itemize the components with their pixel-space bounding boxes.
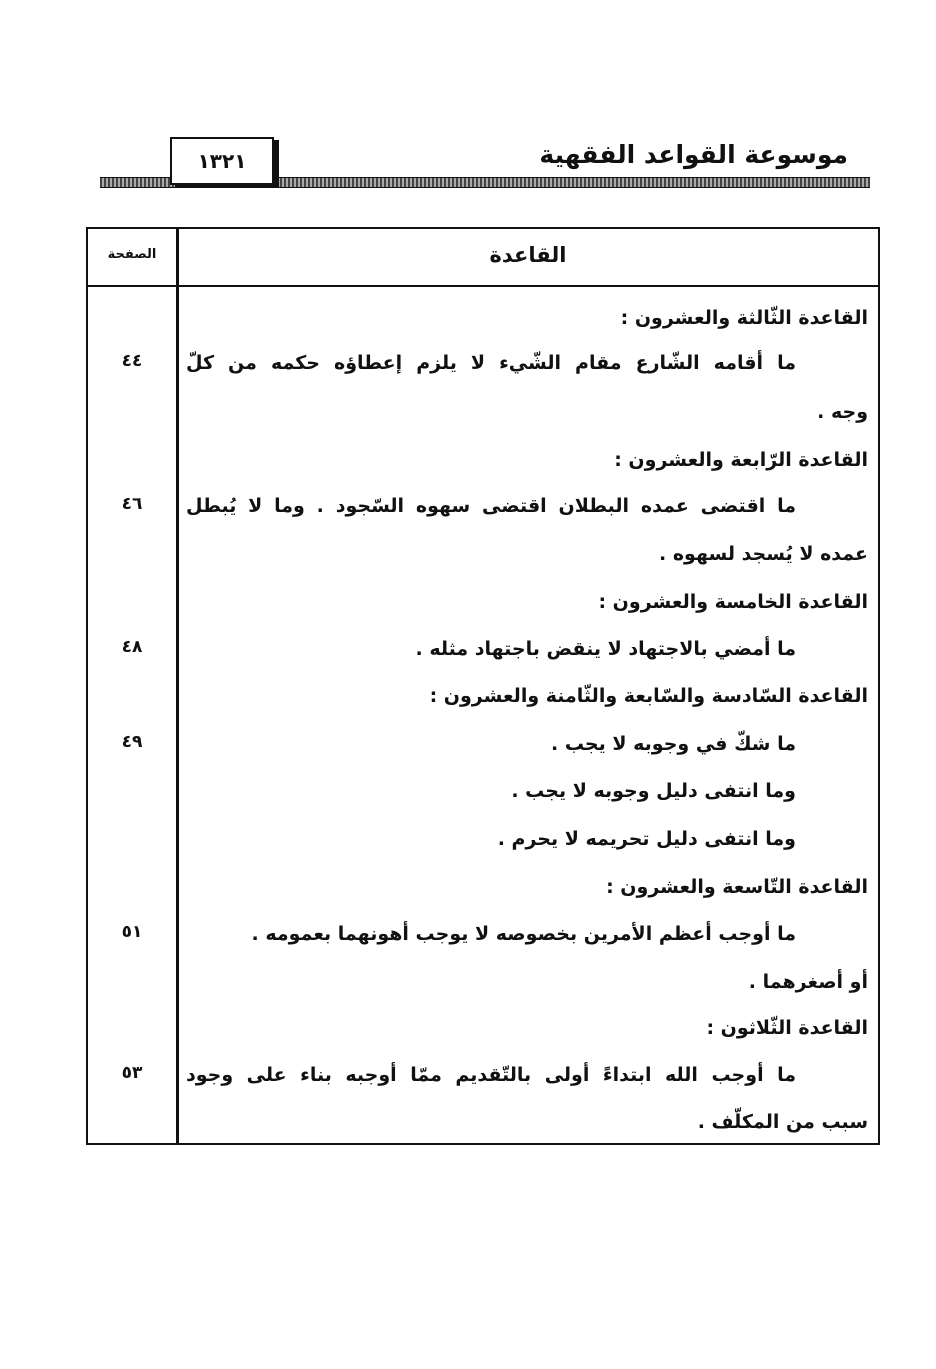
rule-text: ما اقتضى عمده البطلان اقتضى سهوه السّجود . وما لا يُبطل (186, 495, 796, 517)
index-table (86, 227, 880, 1145)
rule-text: عمده لا يُسجد لسهوه . (658, 543, 868, 565)
rule-text: وجه . (817, 401, 868, 423)
rule-heading: القاعدة الرّابعة والعشرون : (614, 449, 868, 471)
rule-heading: القاعدة التّاسعة والعشرون : (606, 876, 868, 898)
page-number-box (170, 137, 274, 185)
rule-text: وما انتفى دليل تحريمه لا يحرم . (497, 828, 796, 850)
rule-heading: القاعدة السّادسة والسّابعة والثّامنة والعشرون : (429, 685, 868, 707)
rule-heading: القاعدة الخامسة والعشرون : (598, 591, 868, 613)
rule-text: ما أوجب أعظم الأمرين بخصوصه لا يوجب أهونهما بعمومه . (251, 923, 796, 945)
column-header-page: الصفحة (107, 247, 157, 262)
rule-text: سبب من المكلّف . (697, 1111, 868, 1133)
page-ref: ٤٤ (121, 351, 143, 371)
rule-text: أو أصغرهما . (748, 971, 868, 993)
page-ref: ٤٨ (121, 637, 143, 657)
rule-text: وما انتفى دليل وجوبه لا يجب . (511, 780, 796, 802)
page-ref: ٥٣ (121, 1063, 143, 1083)
rule-text: ما أمضي بالاجتهاد لا ينقض باجتهاد مثله . (415, 638, 796, 660)
page-number: ١٣٢١ (197, 149, 247, 173)
rule-heading: القاعدة الثّالثة والعشرون : (620, 307, 868, 329)
rule-text: ما شكّ في وجوبه لا يجب . (550, 733, 796, 755)
page-ref: ٤٩ (121, 732, 143, 752)
rule-text: ما أوجب الله ابتداءً أولى بالتّقديم ممّا أوجبه بناء على وجود (186, 1064, 796, 1086)
column-header-rule: القاعدة (489, 243, 567, 267)
rule-text: ما أقامه الشّارع مقام الشّيء لا يلزم إعطاؤه حكمه من كلّ (186, 352, 796, 374)
column-divider (176, 229, 179, 1143)
rule-heading: القاعدة الثّلاثون : (706, 1017, 868, 1039)
table-header-row (88, 229, 878, 287)
book-title: موسوعة القواعد الفقهية (539, 140, 848, 169)
page-ref: ٤٦ (121, 494, 143, 514)
page-ref: ٥١ (121, 922, 143, 942)
